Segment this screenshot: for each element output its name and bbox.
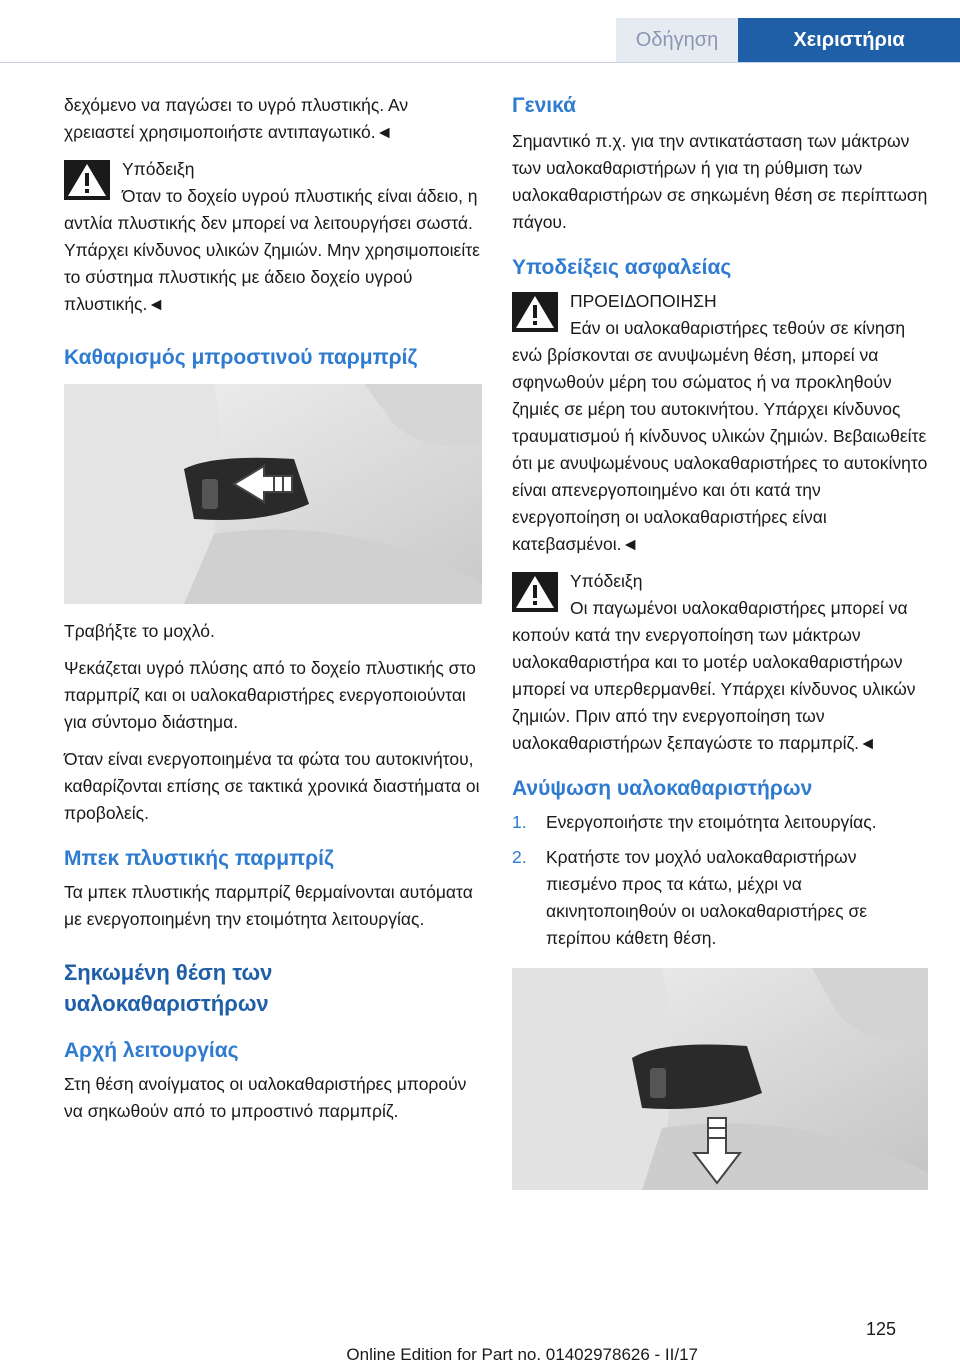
warning-title: ΠΡΟΕΙΔΟΠΟΙΗΣΗ	[570, 291, 717, 311]
section-title-raise-wipers: Ανύψωση υαλοκαθαριστήρων	[512, 777, 813, 800]
warning-triangle-icon	[512, 292, 558, 332]
note-body: Όταν το δοχείο υγρού πλυστικής είναι άδειο, η αντλία πλυστικής δεν μπορεί να λειτουργήσει σωστά. Υπάρχει κίνδυνος υλικών ζημιών. Μην χρησιμοποιείτε το σύστημα πλυστικής με άδειο δοχείο υγρού πλυστικής.◄	[64, 186, 480, 314]
spray-description: Ψεκάζεται υγρό πλύσης από το δοχείο πλυστικής στο παρμπρίζ και οι υαλοκαθαριστήρες ενεργοποιούνται για σύντομο διάστημα.	[64, 658, 476, 732]
section-title-washer-jets: Μπεκ πλυστικής παρμπρίζ	[64, 847, 334, 870]
edition-footer: Online Edition for Part no. 01402978626 - II/17	[346, 1345, 698, 1364]
list-item	[512, 844, 928, 952]
section-title-windshield-cleaning: Καθαρισμός μπροστινού παρμπρίζ	[64, 346, 418, 369]
warning-triangle-icon	[512, 572, 558, 612]
step-text: Κρατήστε τον μοχλό υαλοκαθαριστήρων πιεσμένο προς τα κάτω, μέχρι να ακινητοποιηθούν οι υαλοκαθαριστήρες σε περίπου κάθετη θέση.	[546, 847, 868, 948]
header-divider	[0, 62, 960, 63]
list-item	[512, 809, 928, 836]
step-pull-lever: Τραβήξτε το μοχλό.	[64, 621, 215, 641]
tab-controls[interactable]: Χειριστήρια	[738, 18, 960, 62]
section-title-safety: Υποδείξεις ασφαλείας	[512, 256, 732, 279]
step-number: 1.	[512, 812, 527, 832]
section-title-raised-wipers: Σηκωμένη θέση των υαλοκαθαριστήρων	[64, 960, 273, 1016]
wiper-stalk-down-photo	[512, 968, 928, 1190]
headlight-cleaning-text: Όταν είναι ενεργοποιημένα τα φώτα του αυτοκινήτου, καθαρίζονται επίσης σε τακτικά χρονικά διαστήματα οι προβολείς.	[64, 749, 480, 823]
subsection-title-principle: Αρχή λειτουργίας	[64, 1039, 239, 1062]
warning-raised-wipers	[512, 288, 928, 558]
raise-wipers-steps	[512, 809, 928, 952]
warning-triangle-icon	[64, 160, 110, 200]
tab-driving[interactable]: Οδήγηση	[616, 18, 738, 62]
step-text: Ενεργοποιήστε την ετοιμότητα λειτουργίας.	[546, 812, 877, 832]
note-empty-reservoir	[64, 156, 482, 318]
note-frozen-wipers	[512, 568, 928, 757]
step-number: 2.	[512, 847, 527, 867]
chapter-tabs	[616, 18, 960, 62]
right-column	[512, 92, 928, 1190]
warning-body: Εάν οι υαλοκαθαριστήρες τεθούν σε κίνηση ενώ βρίσκονται σε ανυψωμένη θέση, μπορεί να σφηνωθούν μέρη του σώματος ή να προκληθούν ζημιές σε μέρη του αυτοκινήτου. Υπάρχει κίνδυνος τραυματισμού ή κίνδυνος υλικών ζημιών. Βεβαιωθείτε ότι με ανυψωμένους υαλοκαθαριστήρες το αυτοκίνητο είναι απενεργοποιημένο και ότι κατά την ενεργοποίηση οι υαλοκαθαριστήρες είναι κατεβασμένοι.◄	[512, 318, 928, 554]
wiper-stalk-pull-photo	[64, 384, 482, 604]
page-number: 125	[865, 1319, 896, 1339]
washer-jets-text: Τα μπεκ πλυστικής παρμπρίζ θερμαίνονται αυτόματα με ενεργοποιημένη την ετοιμότητα λειτουργίας.	[64, 882, 473, 929]
principle-text: Στη θέση ανοίγματος οι υαλοκαθαριστήρες μπορούν να σηκωθούν από το μπροστινό παρμπρίζ.	[64, 1074, 467, 1121]
intro-text: δεχόμενο να παγώσει το υγρό πλυστικής. Αν χρειαστεί χρησιμοποιήστε αντιπαγωτικό.◄	[64, 95, 409, 142]
left-column	[64, 92, 482, 1135]
general-text: Σημαντικό π.χ. για την αντικατάσταση των μάκτρων των υαλοκαθαριστήρων ή για τη ρύθμιση των υαλοκαθαριστήρων σε σηκωμένη θέση σε περίπτωση πάγου.	[512, 131, 928, 232]
note-body: Οι παγωμένοι υαλοκαθαριστήρες μπορεί να κοπούν κατά την ενεργοποίηση των μάκτρων υαλοκαθαριστήρα και το μοτέρ υαλοκαθαριστήρων μπορεί να υπερθερμανθεί. Υπάρχει κίνδυνος υλικών ζημιών. Πριν από την ενεργοποίηση των υαλοκαθαριστήρων ξεπαγώστε το παρμπρίζ.◄	[512, 598, 916, 753]
section-title-general: Γενικά	[512, 94, 577, 117]
note-title: Υπόδειξη	[570, 571, 643, 591]
note-title: Υπόδειξη	[122, 159, 195, 179]
